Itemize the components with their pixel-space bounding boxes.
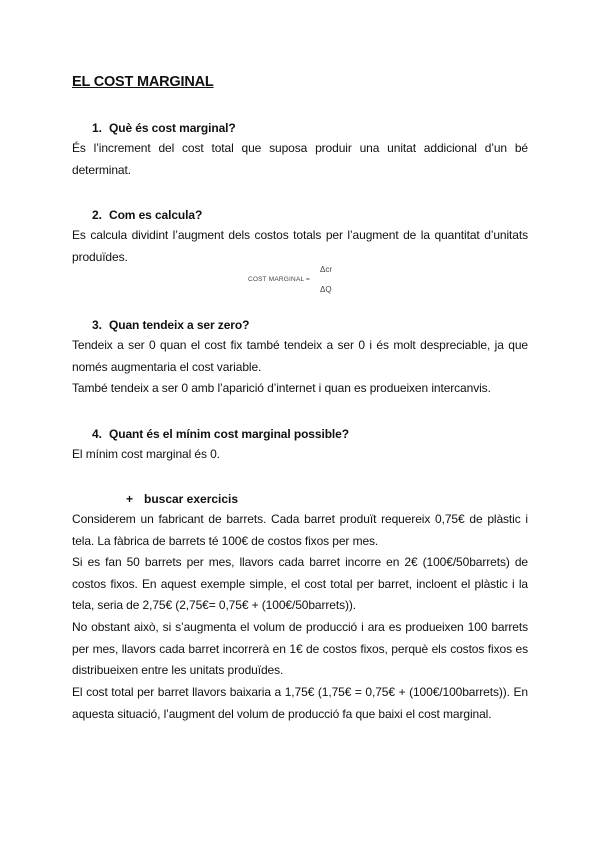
exercise-paragraph: El cost total per barret llavors baixaria a 1,75€ (1,75€ = 0,75€ + (100€/100barrets)). En aquesta situació, l’augment del volum de producció fa que baixi el cost marginal. bbox=[72, 685, 528, 721]
document-title: EL COST MARGINAL bbox=[72, 74, 214, 90]
exercise-paragraph: Considerem un fabricant de barrets. Cada barret produït requereix 0,75€ de plàstic i tela. La fàbrica de barrets té 100€ de costos fixos per mes. bbox=[72, 512, 528, 548]
section-3-text: Tendeix a ser 0 quan el cost fix també tendeix a ser 0 i és molt despreciable, ja que només augmentaria el cost variable. bbox=[72, 338, 528, 374]
formula-denominator: ΔQ bbox=[320, 285, 332, 294]
formula-numerator: Δcr bbox=[320, 265, 333, 274]
section-2-title: Com es calcula? bbox=[109, 208, 203, 222]
section-4-number: 4. bbox=[92, 427, 102, 441]
section-4-title: Quant és el mínim cost marginal possible? bbox=[109, 427, 349, 441]
section-1-text: És l’increment del cost total que suposa produir una unitat addicional d’un bé determinat. bbox=[72, 141, 528, 177]
exercise-bullet bbox=[126, 492, 238, 506]
section-3-heading bbox=[92, 318, 249, 332]
section-1-heading bbox=[92, 121, 236, 135]
section-4-heading bbox=[92, 427, 349, 441]
bullet-label: buscar exercicis bbox=[144, 492, 239, 506]
section-3-text-2: També tendeix a ser 0 amb l’aparició d’internet i quan es produeixen intercanvis. bbox=[72, 381, 491, 395]
section-1-number: 1. bbox=[92, 121, 102, 135]
formula-label: COST MARGINAL = bbox=[248, 276, 311, 283]
section-2-heading bbox=[92, 208, 202, 222]
section-3-number: 3. bbox=[92, 318, 102, 332]
section-4-text: El mínim cost marginal és 0. bbox=[72, 447, 220, 461]
section-3-title: Quan tendeix a ser zero? bbox=[109, 318, 250, 332]
bullet-plus-icon: + bbox=[126, 492, 134, 506]
section-2-text: Es calcula dividint l’augment dels costos totals per l’augment de la quantitat d’unitats produïdes. bbox=[72, 228, 528, 264]
section-2-number: 2. bbox=[92, 208, 102, 222]
marginal-cost-formula bbox=[248, 262, 368, 302]
exercise-paragraph: No obstant això, si s’augmenta el volum de producció i ara es produeixen 100 barrets per mes, llavors cada barret incorrerà en 1€ de costos fixos, perquè els costos fixos es distribueixen entre les unitats produïdes. bbox=[72, 620, 528, 677]
section-1-title: Què és cost marginal? bbox=[109, 121, 236, 135]
exercise-paragraph: Si es fan 50 barrets per mes, llavors cada barret incorre en 2€ (100€/50barrets) de costos fixos. En aquest exemple simple, el cost total per barret, incloent el plàstic i la tela, seria de 2,75€ (2,75€= 0,75€ + (100€/50barrets)). bbox=[72, 555, 528, 612]
